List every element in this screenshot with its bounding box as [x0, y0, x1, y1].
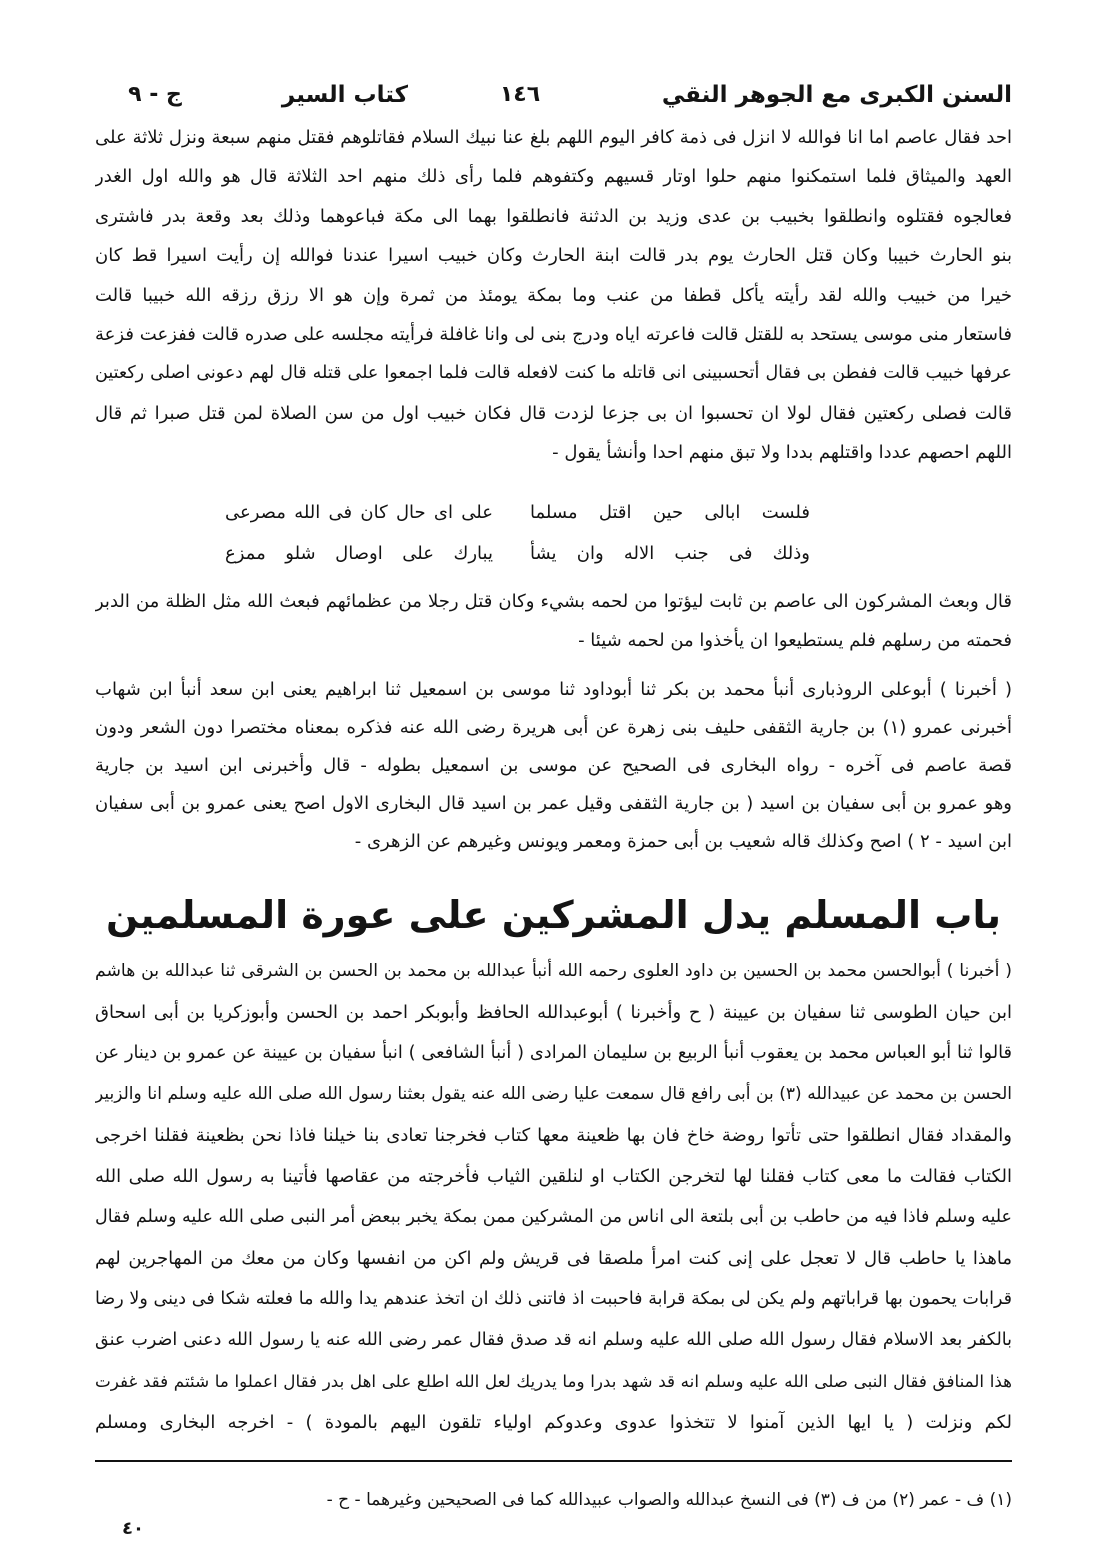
text-line: فحمته من رسلهم فلم يستطيعوا ان يأخذوا من لحمه شيئا -	[578, 630, 1012, 651]
section-title: كتاب السير	[281, 82, 409, 108]
text-line: بنو الحارث خبيبا وكان قتل الحارث يوم بدر قالت ابنة الحارث وكان خبيب اسيرا عندنا فوالله إن رأيت اسيرا قط كان	[95, 245, 1012, 267]
poem-verse	[225, 492, 810, 533]
text-line: لكم ونزلت ( يا ايها الذين آمنوا لا تتخذوا عدوى وعدوكم اولياء تلقون اليهم بالمودة ) - اخرجه البخارى ومسلم	[95, 1412, 1012, 1433]
text-line: ( أخبرنا ) أبوالحسن محمد بن الحسين بن داود العلوى رحمه الله أنبأ عبدالله بن محمد بن الحسن بن الشرقى ثنا عبدالله بن هاشم	[95, 961, 1012, 981]
text-line: فاستعار منى موسى يستحد به للقتل قالت فاعرته اياه ودرج بنى لى وانا غافلة فرأيته مجلسه على صدره قالت ففزعت فزعة	[95, 323, 1012, 345]
book-title: السنن الكبرى مع الجوهر النقي	[661, 82, 1012, 108]
text-line: خيرا من خبيب والله لقد رأيته يأكل قطفا من عنب وما بمكة يومئذ من ثمرة وإن هو الا رزق رزقه الله خبيبا قالت	[95, 284, 1012, 306]
text-line: فعالجوه فقتلوه وانطلقوا بخبيب بن عدى وزيد بن الدثنة فانطلقوا بهما الى مكة فباعوهما وذلك بعد وقعة بدر فاشترى	[95, 205, 1012, 227]
volume-number: ج - ٩	[128, 82, 182, 107]
text-line: قال وبعث المشركون الى عاصم بن ثابت ليؤتوا من لحمه بشيء وكان قتل رجلا من عظمائهم فبعث الله مثل الظلة من الدبر	[95, 591, 1012, 612]
text-line: قرابات يحمون بها قراباتهم ولم يكن لى بمكة قرابة فاحببت اذ فاتنى ذلك ان اتخذ عندهم يدا والله ما فعلته شكا فى دينى ولا رضا	[95, 1289, 1012, 1309]
text-line: قالوا ثنا أبو العباس محمد بن يعقوب أنبأ الربيع بن سليمان المرادى ( أنبأ الشافعى ) انبأ سفيان بن عيينة عن عمرو بن دينار عن	[95, 1043, 1012, 1063]
verse-first-hemistich: وذلك فى جنب الاله وان يشأ	[530, 543, 810, 564]
paragraph-isnad	[95, 671, 1012, 861]
text-line: وهو عمرو بن أبى سفيان بن اسيد ( بن جارية الثقفى وقيل عمر بن اسيد قال البخارى الاول اصح يعنى عمرو بن أبى سفيان	[95, 793, 1012, 814]
text-line: قصة عاصم فى آخره - رواه البخارى فى الصحيح عن موسى بن اسمعيل بطوله - قال وأخبرنى ابن اسيد بن جارية	[95, 755, 1012, 776]
verse-first-hemistich: فلست ابالى حين اقتل مسلما	[530, 502, 810, 523]
footnote: (١) ف - عمر (٢) من ف (٣) فى النسخ عبدالله والصواب عبيدالله كما فى الصحيحين وغيرهما - ح -	[326, 1490, 1012, 1510]
text-line: أخبرنى عمرو (١) بن جارية الثقفى حليف بنى زهرة عن أبى هريرة رضى الله عنه فذكره بمعناه مختصرا دون الشعر ودون	[95, 717, 1012, 738]
text-line: هذا المنافق فقال النبى صلى الله عليه وسلم انه قد شهد بدرا وما يدريك لعل الله اطلع على اهل بدر فقال اعملوا ما شئتم فقد غفرت	[95, 1371, 1012, 1391]
paragraph-hatib	[95, 951, 1012, 1443]
text-line: ( أخبرنا ) أبوعلى الروذبارى أنبأ محمد بن بكر ثنا أبوداود ثنا موسى بن اسمعيل ثنا ابراهيم يعنى ابن سعد أنبأ ابن شهاب	[95, 679, 1012, 700]
poem-verse	[225, 533, 810, 574]
verse-second-hemistich: على اى حال كان فى الله مصرعى	[225, 502, 493, 523]
text-line: الكتاب فقالت ما معى كتاب فقلنا لها لتخرجن الكتاب او لنلقين الثياب فأخرجته من عقاصها فأتينا به رسول الله صلى الله	[95, 1166, 1012, 1187]
text-line: عليه وسلم فاذا فيه من حاطب بن أبى بلتعة الى اناس من المشركين ممن بمكة يخبر ببعض أمر النبى صلى الله عليه وسلم فقال	[95, 1207, 1012, 1227]
text-line: والمقداد فقال انطلقوا حتى تأتوا روضة خاخ فان بها ظعينة معها كتاب فخرجنا تعادى بنا خيلنا فاذا نحن بظعينة فقلنا اخرجى	[95, 1125, 1012, 1146]
text-line: ابن حيان الطوسى ثنا سفيان بن عيينة ( ح وأخبرنا ) أبوعبدالله الحافظ وأبوبكر احمد بن الحسن وأبوزكريا بن أبى اسحاق	[95, 1002, 1012, 1023]
text-line: الحسن بن محمد عن عبيدالله (٣) بن أبى رافع قال سمعت عليا رضى الله عنه يقول بعثنا رسول الله صلى الله عليه وسلم انا والزبير	[95, 1084, 1012, 1104]
verse-second-hemistich: يبارك على اوصال شلو ممزع	[225, 543, 493, 564]
text-line: احد فقال عاصم اما انا فوالله لا انزل فى ذمة كافر اليوم اللهم بلغ عنا نبيك السلام فقاتلوهم فقتل منهم سبعة ونزل ثلاثة على	[95, 127, 1012, 148]
text-line: العهد والميثاق فلما استمكنوا منهم حلوا اوتار قسيهم وكتفوهم فلما رأى ذلك منهم احد الثلاثة قال هو والله اول الغدر	[95, 166, 1012, 188]
signature-mark: ٤٠	[122, 1518, 144, 1539]
poem	[225, 492, 810, 574]
text-line: ابن اسيد - ٢ ) اصح وكذلك قاله شعيب بن أبى حمزة ومعمر ويونس وغيرهم عن الزهرى -	[354, 831, 1012, 852]
text-line: بالكفر بعد الاسلام فقال رسول الله صلى الله عليه وسلم انه قد صدق فقال عمر رضى الله عنه يا رسول الله دعنى اضرب عنق	[95, 1330, 1012, 1350]
text-line: قالت فصلى ركعتين فقال لولا ان تحسبوا ان بى جزعا لزدت قال فكان خبيب اول من سن الصلاة لمن قتل صبرا ثم قال	[95, 402, 1012, 424]
running-header	[95, 76, 1012, 114]
page-number: ١٤٦	[499, 82, 541, 107]
paragraph-asim	[95, 582, 1012, 660]
footnote-divider	[95, 1460, 1012, 1462]
text-line: ماهذا يا حاطب قال لا تعجل على إنى كنت امرأ ملصقا فى قريش ولم اكن من انفسها وكان من معك من المهاجرين لهم	[95, 1248, 1012, 1269]
text-line: اللهم احصهم عددا واقتلهم بددا ولا تبق منهم احدا وأنشأ يقول -	[552, 442, 1012, 464]
chapter-heading: باب المسلم يدل المشركين على عورة المسلمين	[105, 893, 1002, 937]
paragraph-khubaib-story	[95, 118, 1012, 473]
text-line: عرفها خبيب قالت ففطن بى فقال أتحسبينى انى قاتله ما كنت لافعله قالت فلما اجمعوا على قتله قال لهم دعونى اصلى ركعتين	[95, 363, 1012, 384]
